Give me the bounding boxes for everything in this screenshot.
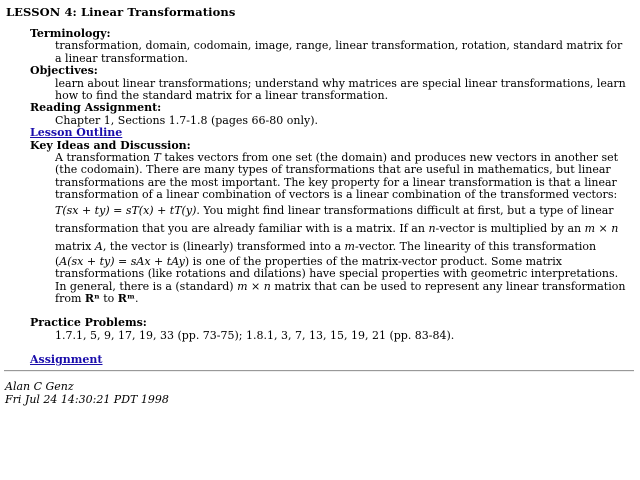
practice-text: 1.7.1, 5, 9, 17, 19, 33 (pp. 73-75); 1.8.1, 3, 7, 13, 15, 19, 21 (pp. 83-84).: [55, 328, 455, 342]
key-ideas-part: takes vectors from one set (the domain) and produces new vectors in another set (the codomain). There are many types of transformations that are useful in mathematics, but linear transformations are the most important. The key property for a linear transformation is that a linear transformation of a linear combination of vectors is a linear combination of the transformed vectors:: [55, 151, 619, 202]
last-modified-date: Fri Jul 24 14:30:21 PDT 1998: [5, 392, 169, 406]
key-ideas-text: [55, 152, 630, 305]
key-ideas-part: matrix that can be used to represent any linear transformation from: [55, 279, 626, 305]
terminology-text: transformation, domain, codomain, image, range, linear transformation, rotation, standard matrix for a linear transformation.: [55, 39, 623, 65]
footer-address: [5, 381, 169, 406]
practice-label: Practice Problems:: [30, 316, 147, 330]
key-ideas-part: . You might find linear transformations difficult at first, but a type of linear transformation that you are already familiar with is a matrix. If an: [55, 203, 614, 235]
reading-text: Chapter 1, Sections 1.7-1.8 (pages 66-80 only).: [55, 113, 318, 127]
math-m-by-n: m × n: [237, 279, 271, 293]
assignment-item: [30, 354, 630, 366]
key-ideas-part: matrix: [55, 239, 92, 253]
author-name: Alan C Genz: [5, 380, 74, 393]
terminology-label: Terminology:: [30, 27, 111, 40]
objectives-text: learn about linear transformations; understand why matrices are special linear transformations, learn how to find the standard matrix for a linear transformation.: [55, 76, 626, 103]
lesson-outline-item: [30, 127, 630, 139]
math-m-by-n: m × n: [584, 221, 619, 235]
math-n: n: [428, 221, 436, 235]
linearity-formula: T(sx + ty) = sT(x) + tT(y): [55, 203, 197, 217]
page-title: LESSON 4: Linear Transformations: [6, 5, 236, 19]
key-ideas-part: to: [103, 291, 115, 305]
objectives-label: Objectives:: [30, 64, 98, 78]
assignment-link[interactable]: Assignment: [30, 353, 103, 367]
reading-label: Reading Assignment:: [30, 101, 162, 115]
lesson-definition-list: [30, 28, 630, 367]
key-ideas-part: ) is one of the properties of the matrix-vector product. Some matrix transformations (like rotations and dilations) have special properties with geometric interpretations. In general, there is a (standard): [55, 254, 619, 293]
key-ideas-part: , the vector is (linearly) transformed into a: [102, 239, 342, 253]
math-Rn: Rⁿ: [84, 291, 100, 305]
matrix-linearity-formula: A(sx + ty) = sAx + tAy: [59, 254, 185, 268]
lesson-outline-link[interactable]: Lesson Outline: [30, 126, 123, 140]
math-m: m: [344, 239, 355, 253]
math-A: A: [94, 239, 103, 253]
key-ideas-label: Key Ideas and Discussion:: [30, 138, 191, 152]
horizontal-rule: [4, 370, 634, 372]
key-ideas-part: A transformation: [55, 151, 150, 165]
math-T: T: [153, 151, 161, 165]
key-ideas-part: -vector is multiplied by an: [435, 221, 582, 235]
math-Rm: Rᵐ: [117, 291, 135, 305]
key-ideas-part: -vector. The linearity of this transformation (: [55, 239, 597, 268]
key-ideas-part: .: [134, 291, 139, 305]
